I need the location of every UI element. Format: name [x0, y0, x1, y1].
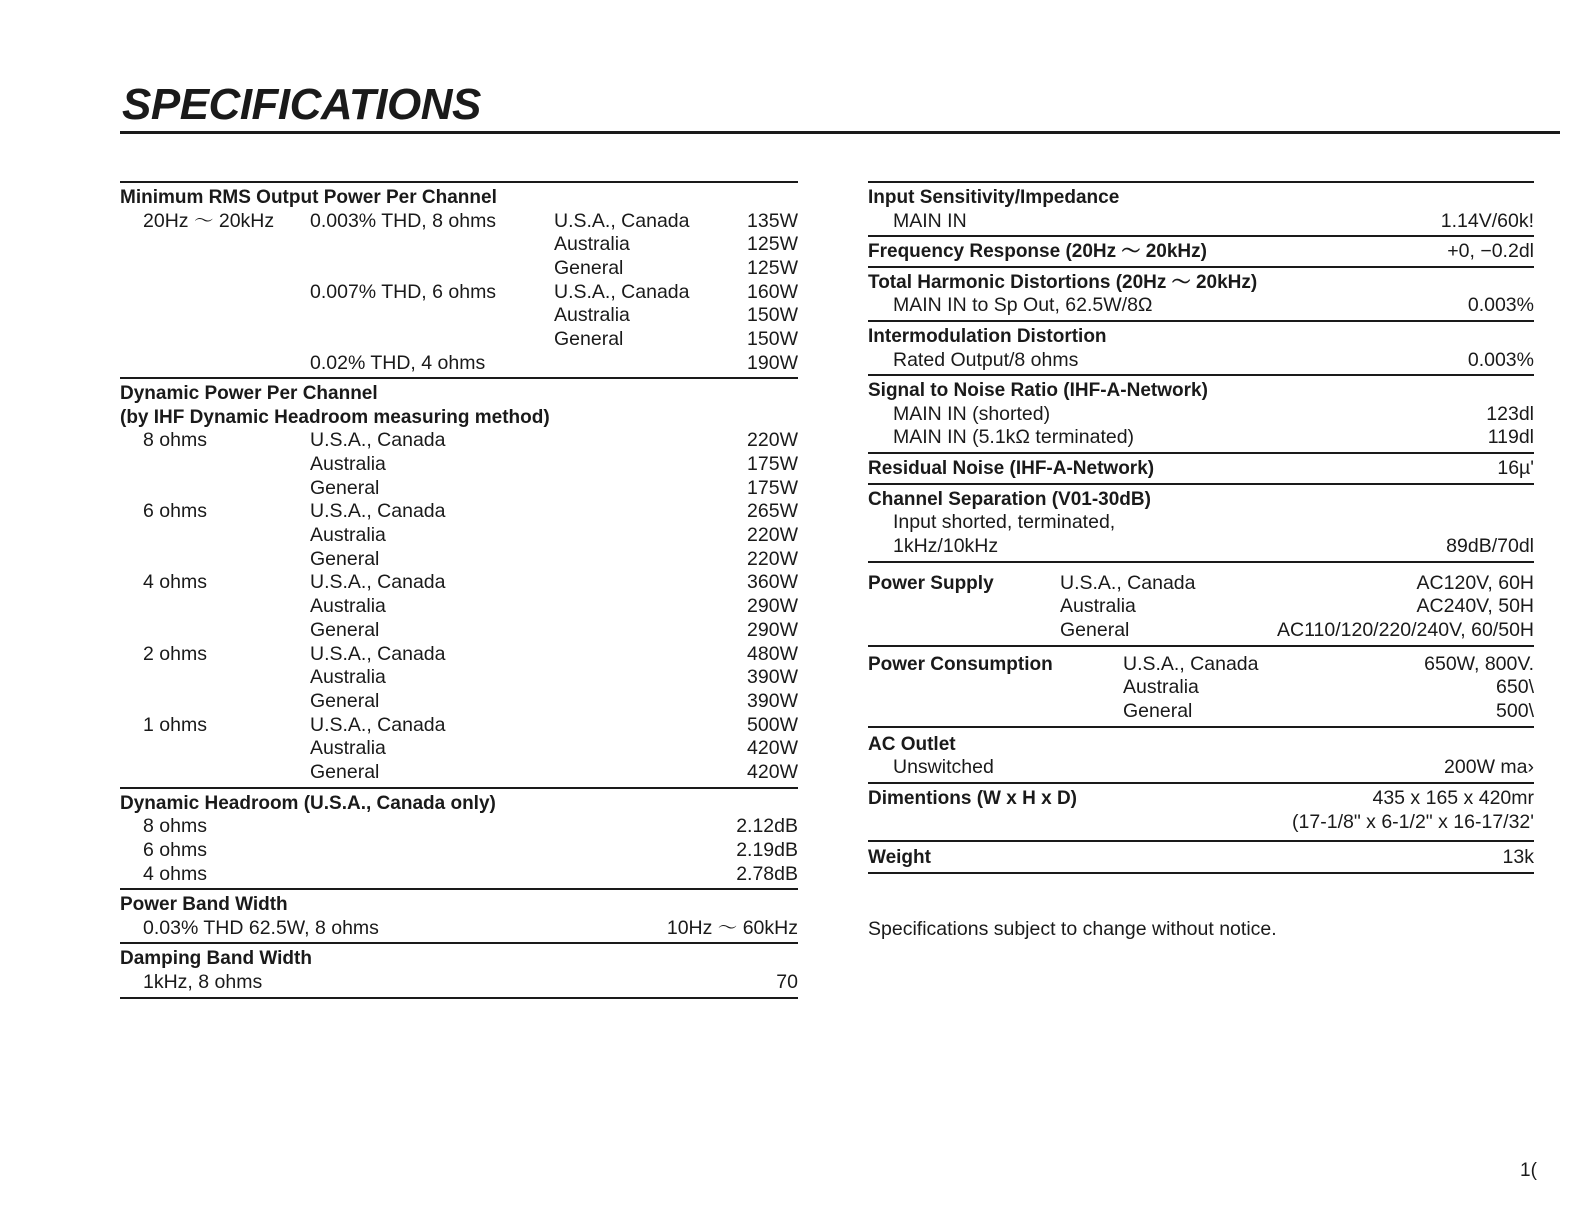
spec-row	[120, 477, 798, 501]
condition-label: MAIN IN (shorted)	[893, 402, 1051, 425]
section-heading: Signal to Noise Ratio (IHF-A-Network)	[868, 380, 1208, 402]
footnote: Specifications subject to change without notice.	[868, 918, 1277, 940]
spec-value: 360W	[747, 571, 798, 594]
spec-value: AC110/120/220/240V, 60/50H	[1277, 619, 1534, 642]
spec-row	[868, 619, 1534, 643]
load-label: 1 ohms	[143, 713, 207, 736]
spec-value: AC240V, 50H	[1416, 595, 1534, 618]
section-thd	[868, 266, 1534, 320]
spec-value: (17-1/8" x 6-1/2" x 16-17/32'	[1292, 810, 1534, 833]
page-title: SPECIFICATIONS	[122, 80, 481, 129]
spec-value: 123dl	[1486, 402, 1534, 425]
section-heading: Weight	[868, 847, 931, 869]
spec-value: 420W	[747, 737, 798, 760]
region-label: Australia	[310, 737, 386, 760]
spec-row	[120, 761, 798, 785]
load-label: 4 ohms	[143, 862, 207, 885]
spec-value: 119dl	[1487, 426, 1534, 449]
section-heading: Dynamic Headroom (U.S.A., Canada only)	[120, 792, 496, 814]
region-label: General	[310, 760, 380, 783]
spec-row	[120, 714, 798, 738]
section-heading: Power Band Width	[120, 894, 288, 916]
region-label: Australia	[1060, 595, 1136, 618]
condition-label: 1kHz, 8 ohms	[143, 970, 263, 993]
spec-value: 150W	[747, 327, 798, 350]
region-label: Australia	[554, 304, 630, 327]
section-heading: Minimum RMS Output Power Per Channel	[120, 187, 497, 208]
spec-value: 265W	[747, 500, 798, 523]
condition-label: 1kHz/10kHz	[893, 535, 999, 557]
condition-label: 0.03% THD 62.5W, 8 ohms	[143, 916, 379, 939]
region-label: U.S.A., Canada	[554, 280, 690, 303]
spec-row	[120, 304, 798, 328]
spec-row	[120, 429, 798, 453]
region-label: Australia	[310, 453, 386, 475]
spec-value: 1.14V/60k!	[1440, 209, 1534, 232]
spec-value: 2.19dB	[736, 838, 798, 861]
spec-value: AC120V, 60H	[1416, 571, 1534, 594]
region-label: General	[554, 256, 624, 279]
section-power-supply	[868, 561, 1534, 645]
spec-row	[120, 643, 798, 667]
spec-value: 220W	[747, 547, 798, 570]
spec-row	[120, 666, 798, 690]
spec-value: 650W, 800V.	[1424, 652, 1534, 675]
spec-value: 16µ'	[1497, 457, 1534, 480]
spec-row	[120, 839, 798, 863]
region-label: Australia	[310, 666, 386, 689]
load-label: 4 ohms	[143, 571, 207, 594]
spec-row	[120, 500, 798, 524]
region-label: Australia	[554, 233, 630, 256]
spec-row	[120, 971, 798, 995]
section-power-band-width	[120, 888, 798, 942]
spec-row	[868, 811, 1534, 835]
spec-row	[120, 352, 798, 376]
spec-row	[868, 676, 1534, 700]
spec-value: 190W	[747, 351, 798, 374]
section-heading: Channel Separation (V01-30dB)	[868, 488, 1151, 510]
spec-row	[120, 595, 798, 619]
spec-value: 2.78dB	[736, 862, 798, 885]
spec-row	[868, 240, 1534, 264]
section-heading: AC Outlet	[868, 733, 956, 755]
spec-value: 13k	[1502, 846, 1534, 869]
title-rule	[120, 131, 1560, 134]
spec-row	[120, 233, 798, 257]
section-min-rms-output	[120, 181, 798, 377]
spec-row	[120, 281, 798, 305]
section-residual-noise	[868, 452, 1534, 483]
region-label: U.S.A., Canada	[1123, 652, 1259, 675]
section-channel-separation	[868, 483, 1534, 561]
section-heading: Power Consumption	[868, 653, 1053, 675]
section-dimensions	[868, 782, 1534, 840]
spec-row	[120, 690, 798, 714]
spec-row	[120, 453, 798, 477]
load-label: 8 ohms	[143, 429, 207, 452]
section-dynamic-headroom	[120, 787, 798, 889]
section-power-consumption	[868, 645, 1534, 726]
spec-value: 2.12dB	[736, 815, 798, 838]
spec-row	[868, 595, 1534, 619]
condition-label: MAIN IN	[893, 209, 967, 232]
spec-value: 650\	[1496, 676, 1534, 699]
region-label: U.S.A., Canada	[310, 500, 446, 523]
section-heading: Dynamic Power Per Channel	[120, 383, 378, 405]
spec-value: 390W	[747, 666, 798, 689]
section-subheading: (by IHF Dynamic Headroom measuring method)	[120, 406, 550, 428]
right-column	[868, 181, 1534, 874]
section-frequency-response	[868, 235, 1534, 266]
region-label: General	[310, 547, 380, 570]
spec-value: 200W ma›	[1444, 756, 1534, 779]
spec-row	[120, 548, 798, 572]
spec-row	[120, 863, 798, 887]
spec-row	[120, 257, 798, 281]
condition-label: Rated Output/8 ohms	[893, 348, 1079, 371]
left-column	[120, 181, 798, 999]
section-heading: Total Harmonic Distortions (20Hz ～ 20kHz)	[868, 271, 1258, 293]
spec-value: 220W	[747, 429, 798, 452]
spec-row	[868, 653, 1534, 677]
spec-value: 160W	[747, 280, 798, 303]
spec-row	[120, 815, 798, 839]
spec-row	[868, 700, 1534, 724]
spec-value: 500\	[1496, 700, 1534, 723]
region-label: U.S.A., Canada	[310, 713, 446, 736]
spec-row	[120, 619, 798, 643]
region-label: General	[310, 689, 380, 712]
spec-row	[120, 210, 798, 234]
section-heading: Residual Noise (IHF-A-Network)	[868, 458, 1155, 480]
spec-row	[120, 328, 798, 352]
region-label: General	[554, 327, 624, 350]
spec-row	[120, 917, 798, 941]
section-heading: Damping Band Width	[120, 948, 312, 970]
section-heading: Intermodulation Distortion	[868, 326, 1107, 348]
spec-value: 70	[776, 970, 798, 993]
spec-row	[868, 756, 1534, 780]
section-intermodulation	[868, 320, 1534, 374]
load-label: 8 ohms	[143, 815, 207, 838]
spec-row	[868, 572, 1534, 596]
spec-row	[868, 535, 1534, 559]
section-heading: Dimentions (W x H x D)	[868, 788, 1078, 809]
spec-row	[868, 787, 1534, 811]
section-heading: Input Sensitivity/Impedance	[868, 187, 1120, 208]
load-label: 6 ohms	[143, 838, 207, 861]
spec-row	[120, 524, 798, 548]
thd-label: 0.02% THD, 4 ohms	[310, 351, 486, 374]
load-label: 6 ohms	[143, 500, 207, 523]
spec-value: 420W	[747, 760, 798, 783]
section-weight	[868, 840, 1534, 874]
spec-row	[868, 511, 1534, 535]
thd-label: 0.007% THD, 6 ohms	[310, 280, 497, 303]
section-dynamic-power	[120, 377, 798, 786]
load-label: 2 ohms	[143, 642, 207, 665]
section-snr	[868, 374, 1534, 452]
spec-row	[868, 210, 1534, 234]
region-label: Australia	[1123, 676, 1199, 699]
spec-value: 290W	[747, 595, 798, 618]
spec-value: +0, −0.2dl	[1447, 240, 1534, 263]
region-label: U.S.A., Canada	[310, 642, 446, 665]
region-label: Australia	[310, 595, 386, 618]
condition-label: MAIN IN to Sp Out, 62.5W/8Ω	[893, 294, 1153, 317]
spec-value: 500W	[747, 713, 798, 736]
region-label: U.S.A., Canada	[1060, 571, 1196, 594]
section-heading: Power Supply	[868, 572, 994, 594]
section-ac-outlet	[868, 726, 1534, 782]
spec-value: 0.003%	[1467, 348, 1534, 371]
spec-row	[868, 294, 1534, 318]
spec-value: 435 x 165 x 420mr	[1372, 787, 1534, 809]
spec-value: 135W	[747, 209, 798, 232]
freq-range: 20Hz ～ 20kHz	[143, 209, 275, 232]
spec-row	[120, 737, 798, 761]
spec-value: 125W	[747, 256, 798, 279]
spec-row	[868, 846, 1534, 870]
condition-label: Unswitched	[893, 756, 994, 779]
spec-value: 175W	[747, 476, 798, 499]
condition-label: MAIN IN (5.1kΩ terminated)	[893, 426, 1135, 449]
thd-label: 0.003% THD, 8 ohms	[310, 209, 497, 232]
spec-value: 89dB/70dl	[1446, 535, 1534, 557]
spec-value: 390W	[747, 689, 798, 712]
spec-value: 480W	[747, 642, 798, 665]
spec-row	[868, 426, 1534, 450]
spec-value: 220W	[747, 524, 798, 547]
spec-value: 290W	[747, 618, 798, 641]
region-label: General	[310, 476, 380, 499]
region-label: U.S.A., Canada	[310, 571, 446, 594]
spec-row	[868, 349, 1534, 373]
region-label: Australia	[310, 524, 386, 547]
spec-value: 10Hz ～ 60kHz	[666, 916, 798, 939]
spec-value: 150W	[747, 304, 798, 327]
spec-row	[120, 571, 798, 595]
section-damping-band-width	[120, 942, 798, 998]
region-label: U.S.A., Canada	[554, 209, 690, 232]
spec-row	[868, 403, 1534, 427]
section-heading: Frequency Response (20Hz ～ 20kHz)	[868, 241, 1207, 263]
spec-value: 175W	[747, 453, 798, 475]
spec-row	[868, 457, 1534, 481]
region-label: General	[1123, 700, 1193, 723]
spec-value: 0.003%	[1467, 294, 1534, 317]
spec-value: 125W	[747, 233, 798, 256]
section-input-sensitivity	[868, 181, 1534, 235]
region-label: U.S.A., Canada	[310, 429, 446, 452]
region-label: General	[1060, 619, 1130, 642]
page-number: 1(	[1520, 1160, 1537, 1181]
region-label: General	[310, 618, 380, 641]
condition-label: Input shorted, terminated,	[893, 511, 1116, 534]
